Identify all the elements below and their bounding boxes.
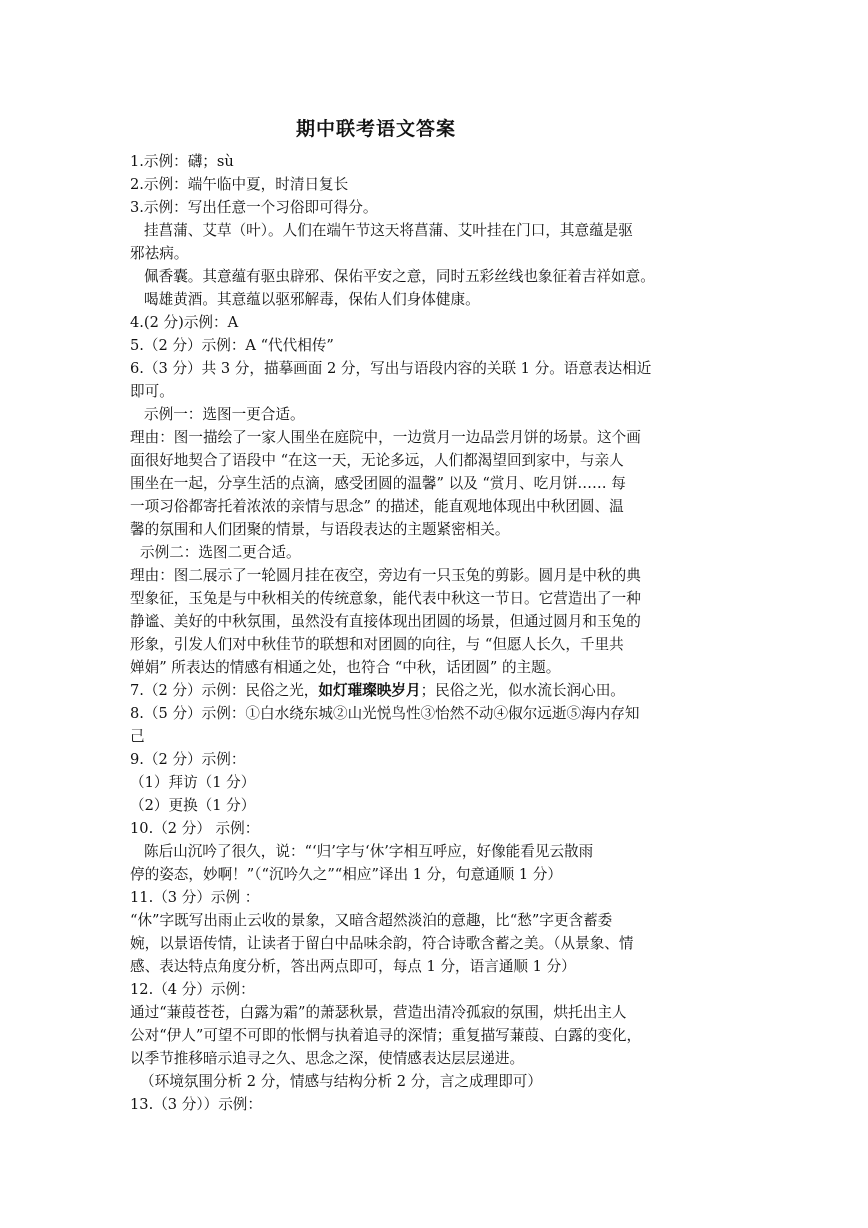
answer-text: ；民俗之光，似水流长润心田。 (420, 682, 625, 699)
answer-line: 即可。 (130, 383, 174, 400)
page-title: 期中联考语文答案 (296, 118, 457, 140)
answer-line: 婵娟” 所表达的情感有相通之处，也符合 “中秋，话团圆” 的主题。 (130, 659, 561, 676)
answer-line: “休”字既写出雨止云收的景象，又暗含超然淡泊的意趣，比“愁”字更含蓄委 (130, 912, 613, 929)
answer-line: 感、表达特点角度分析，答出两点即可，每点 1 分，语言通顺 1 分） (130, 958, 576, 975)
answer-line: 5.（2 分）示例：A “代代相传” (130, 337, 334, 354)
answer-line-q7 (130, 679, 750, 702)
answer-line: 8.（5 分）示例：①白水绕东城②山光悦鸟性③怡然不动④俶尔远逝⑤海内存知 (130, 705, 640, 722)
answer-line: 6.（3 分）共 3 分，描摹画面 2 分，写出与语段内容的关联 1 分。语意表达相近 (130, 360, 652, 377)
answer-line: 己 (130, 728, 145, 745)
answer-line: 挂菖蒲、艾草（叶）。人们在端午节这天将菖蒲、艾叶挂在门口，其意蕴是驱 (144, 222, 633, 239)
answer-line: （2）更换（1 分） (130, 797, 256, 814)
answer-line: （环境氛围分析 2 分，情感与结构分析 2 分，言之成理即可） (140, 1073, 542, 1090)
answer-highlight: 如灯璀璨映岁月 (318, 682, 421, 699)
answer-line: 停的姿态，妙啊！”（“沉吟久之”“相应”译出 1 分，句意通顺 1 分） (130, 866, 562, 883)
answer-line: 邪祛病。 (130, 245, 189, 262)
answer-line: 10.（2 分） 示例： (130, 820, 260, 837)
answer-line: 3.示例：写出任意一个习俗即可得分。 (130, 199, 378, 216)
answer-line: （1）拜访（1 分） (130, 774, 256, 791)
answer-body (130, 150, 750, 1116)
answer-line: 面很好地契合了语段中 “在这一天，无论多远，人们都渴望回到家中，与亲人 (130, 452, 624, 469)
answer-line: 11.（3 分）示例 ： (130, 889, 260, 906)
answer-line: 2.示例：端午临中夏，时清日复长 (130, 176, 349, 193)
answer-text: 7.（2 分）示例：民俗之光， (130, 682, 319, 699)
answer-line: 12.（4 分）示例： (130, 981, 255, 998)
answer-line: 佩香囊。其意蕴有驱虫辟邪、保佑平安之意，同时五彩丝线也象征着吉祥如意。 (144, 268, 655, 285)
answer-line: 围坐在一起，分享生活的点滴，感受团圆的温馨” 以及 “赏月、吃月饼…… 每 (130, 475, 626, 492)
answer-line: 以季节推移暗示追寻之久、思念之深，使情感表达层层递进。 (130, 1050, 525, 1067)
answer-line: 理由：图一描绘了一家人围坐在庭院中，一边赏月一边品尝月饼的场景。这个画 (130, 429, 641, 446)
answer-line: 陈后山沉吟了很久，说：“‘归’字与‘休’字相互呼应，好像能看见云散雨 (144, 843, 594, 860)
answer-line: 示例一：选图一更合适。 (144, 406, 305, 423)
answer-line: 示例二：选图二更合适。 (140, 544, 301, 561)
answer-line: 通过“蒹葭苍苍，白露为霜”的萧瑟秋景，营造出清冷孤寂的氛围，烘托出主人 (130, 1004, 627, 1021)
answer-line: 形象，引发人们对中秋佳节的联想和对团圆的向往，与 “但愿人长久，千里共 (130, 636, 624, 653)
answer-line: 1.示例：礴；sù (130, 153, 234, 170)
answer-line: 静谧、美好的中秋氛围，虽然没有直接体现出团圆的场景，但通过圆月和玉兔的 (130, 613, 641, 630)
answer-line: 型象征，玉兔是与中秋相关的传统意象，能代表中秋这一节日。它营造出了一种 (130, 590, 641, 607)
answer-line: 婉，以景语传情，让读者于留白中品味余韵，符合诗歌含蓄之美。（从景象、情 (130, 935, 634, 952)
answer-line: 公对“伊人”可望不可即的怅惘与执着追寻的深情；重复描写蒹葭、白露的变化， (130, 1027, 642, 1044)
answer-line: 13.（3 分））示例： (130, 1096, 262, 1113)
answer-line: 9.（2 分）示例： (130, 751, 246, 768)
answer-line: 馨的氛围和人们团聚的情景，与语段表达的主题紧密相关。 (130, 521, 510, 538)
answer-line: 4.(2 分)示例：A (130, 314, 239, 331)
answer-line: 理由：图二展示了一轮圆月挂在夜空，旁边有一只玉兔的剪影。圆月是中秋的典 (130, 567, 641, 584)
answer-line: 一项习俗都寄托着浓浓的亲情与思念” 的描述，能直观地体现出中秋团圆、温 (130, 498, 624, 515)
answer-line: 喝雄黄酒。其意蕴以驱邪解毒，保佑人们身体健康。 (144, 291, 480, 308)
